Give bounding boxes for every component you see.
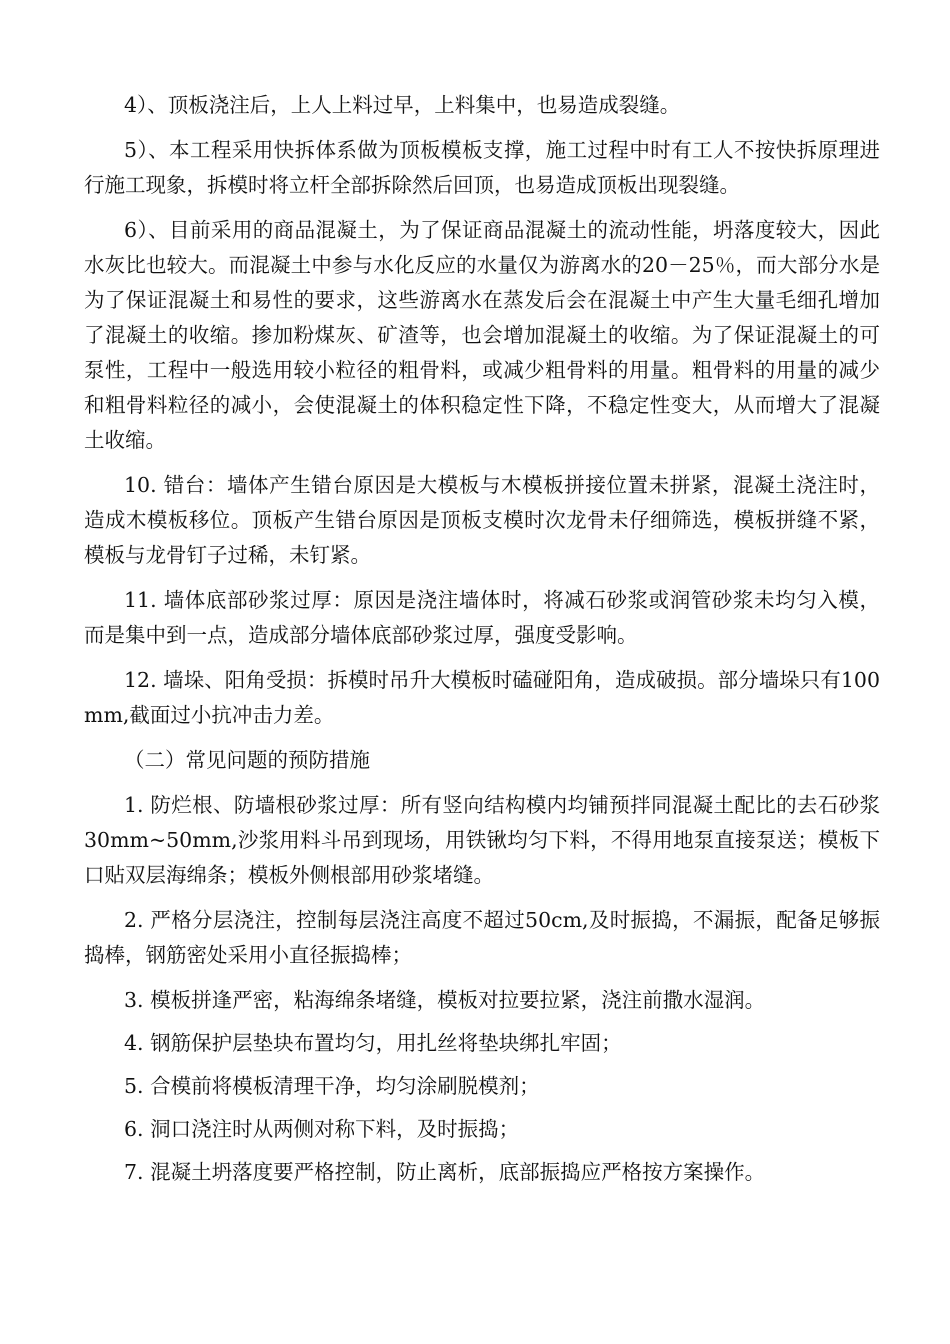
paragraph-corner-damage: 12. 墙垛、阳角受损：拆模时吊升大模板时磕碰阳角，造成破损。部分墙垛只有100mm,截面过小抗冲击力差。 (84, 668, 880, 727)
paragraph-misalignment: 10. 错台：墙体产生错台原因是大模板与木模板拼接位置未拼紧，混凝土浇注时，造成木模板移位。顶板产生错台原因是顶板支模时次龙骨未仔细筛选，模板拼缝不紧，模板与龙骨钉子过稀，未钉紧。 (84, 473, 880, 567)
section-heading-prevention: （二）常见问题的预防措施 (124, 748, 370, 772)
paragraph-prevention-4: 4. 钢筋保护层垫块布置均匀，用扎丝将垫块绑扎牢固； (124, 1031, 622, 1055)
document-body (84, 88, 880, 1198)
paragraph-crack-cause-6: 6）、目前采用的商品混凝土，为了保证商品混凝土的流动性能，坍落度较大，因此水灰比也较大。而混凝土中参与水化反应的水量仅为游离水的20－25％，而大部分水是为了保证混凝土和易性的要求，这些游离水在蒸发后会在混凝土中产生大量毛细孔增加了混凝土的收缩。掺加粉煤灰、矿渣等，也会增加混凝土的收缩。为了保证混凝土的可泵性，工程中一般选用较小粒径的粗骨料，或减少粗骨料的用量。粗骨料的用量的减少和粗骨料粒径的减小，会使混凝土的体积稳定性下降，不稳定性变大，从而增大了混凝土收缩。 (84, 218, 880, 452)
paragraph-prevention-1: 1. 防烂根、防墙根砂浆过厚：所有竖向结构模内均铺预拌同混凝土配比的去石砂浆30mm~50mm,沙浆用料斗吊到现场，用铁锹均匀下料，不得用地泵直接泵送；模板下口贴双层海绵条；模板外侧根部用砂浆堵缝。 (84, 793, 880, 887)
paragraph-prevention-6: 6. 洞口浇注时从两侧对称下料，及时振捣； (124, 1117, 520, 1141)
paragraph-prevention-2: 2. 严格分层浇注，控制每层浇注高度不超过50cm,及时振捣，不漏振，配备足够振捣棒，钢筋密处采用小直径振捣棒； (84, 908, 880, 967)
paragraph-crack-cause-4: 4）、顶板浇注后，上人上料过早，上料集中，也易造成裂缝。 (124, 93, 681, 117)
paragraph-prevention-7: 7. 混凝土坍落度要严格控制，防止离析，底部振捣应严格按方案操作。 (124, 1160, 766, 1184)
paragraph-prevention-5: 5. 合模前将模板清理干净，均匀涂刷脱模剂； (124, 1074, 540, 1098)
paragraph-crack-cause-5: 5）、本工程采用快拆体系做为顶板模板支撑，施工过程中时有工人不按快拆原理进行施工现象，拆模时将立杆全部拆除然后回顶，也易造成顶板出现裂缝。 (84, 138, 880, 197)
paragraph-prevention-3: 3. 模板拼逢严密，粘海绵条堵缝，模板对拉要拉紧，浇注前撒水湿润。 (124, 988, 766, 1012)
paragraph-wall-bottom-mortar: 11. 墙体底部砂浆过厚：原因是浇注墙体时，将减石砂浆或润管砂浆未均匀入模，而是集中到一点，造成部分墙体底部砂浆过厚，强度受影响。 (84, 588, 880, 647)
